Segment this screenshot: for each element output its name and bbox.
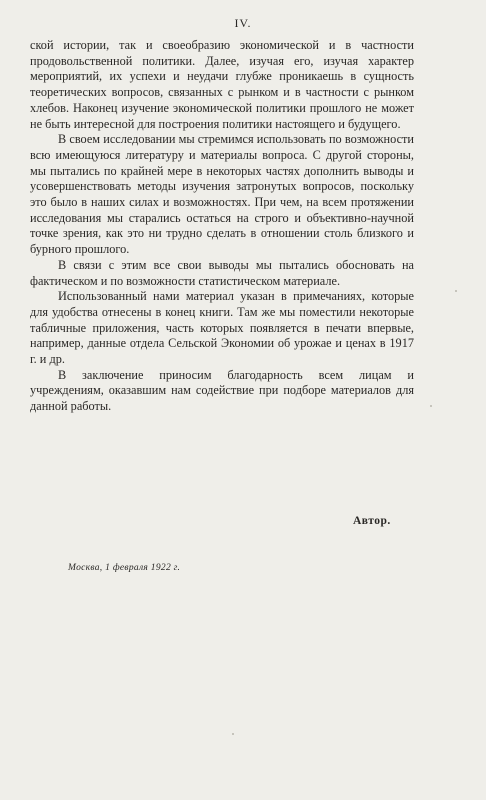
paper-speck — [430, 405, 432, 407]
author-signature: Автор. — [353, 515, 391, 527]
paragraph-3: В связи с этим все свои выводы мы пытались обосновать на фактическом и по возможности статистическом материале. — [30, 257, 414, 288]
paragraph-1: ской истории, так и своеобразию экономической и в частности продовольственной политики. Далее, изучая его, изучая характер мероприятий, их успехи и неудачи глубже проникаешь в сущность теоретических вопросов, связанных с рынком и в частности с рынком хлебов. Наконец изучение экономической политики прошлого не может не быть интересной для построения политики настоящего и будущего. — [30, 38, 414, 131]
place-date-line: Москва, 1 февраля 1922 г. — [68, 563, 181, 573]
page-number: IV. — [234, 16, 252, 30]
paper-speck — [455, 290, 457, 292]
paper-speck — [232, 733, 234, 735]
paragraph-2: В своем исследовании мы стремимся использовать по возможности всю имеющуюся литературу и материалы вопроса. С другой стороны, мы пытались по крайней мере в некоторых частях дополнить выводы и усовершенствовать методы изучения затронутых вопросов, поскольку это было в наших силах и возможностях. При чем, на всем протяжении исследования мы старались остаться на строго и объективно-научной точке зрения, как это ни трудно сделать в отношении столь близкого и бурного прошлого. — [30, 132, 414, 257]
paragraph-4: Использованный нами материал указан в примечаниях, которые для удобства отнесены в конец книги. Там же мы поместили некоторые табличные приложения, часть которых появляется в печати впервые, например, данные отдела Сельской Экономии об урожае и ценах в 1917 г. и др. — [30, 289, 414, 367]
preface-text — [30, 38, 414, 415]
paragraph-5: В заключение приносим благодарность всем лицам и учреждениям, оказавшим нам содействие при подборе материалов для данной работы. — [30, 367, 414, 414]
